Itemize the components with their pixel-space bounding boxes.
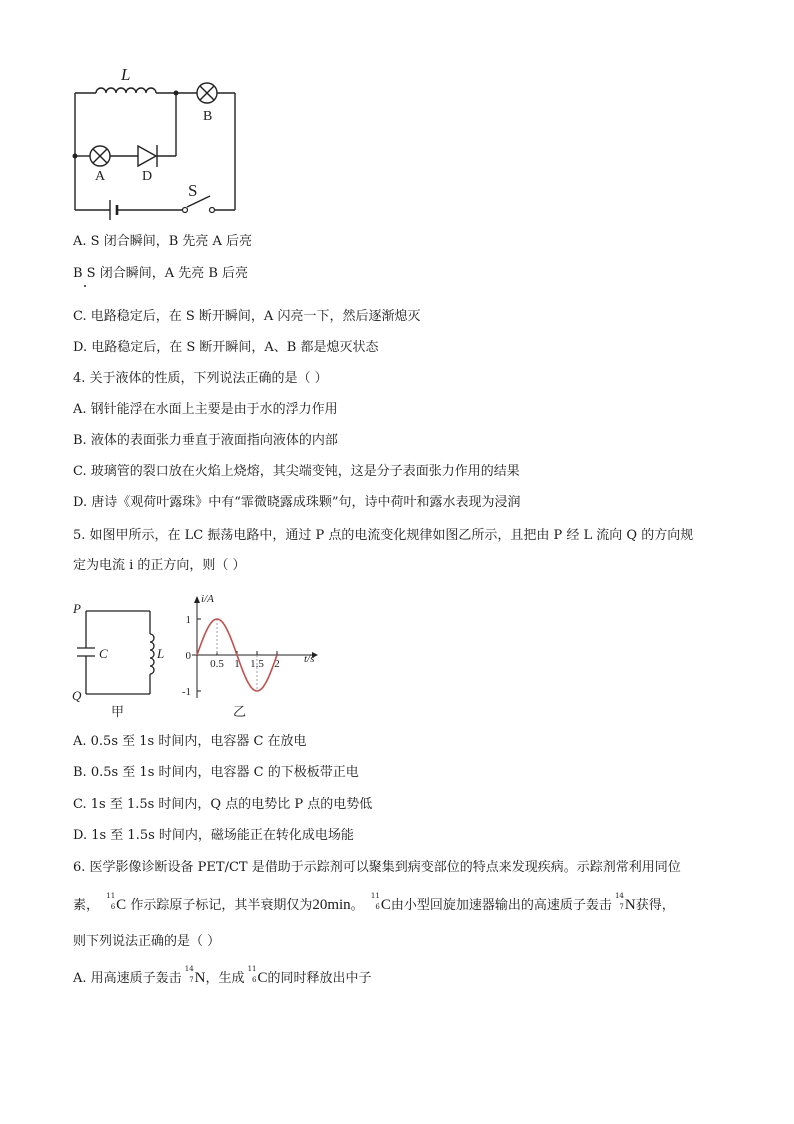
point-q-label: Q — [72, 688, 82, 703]
chart-caption: 乙 — [233, 704, 247, 719]
nitrogen-atomic-number: 7 — [619, 903, 624, 911]
q6-option-a — [73, 965, 372, 987]
q4-option-d: D. 唐诗《观荷叶露珠》中有“霏微晓露成珠颗”句，诗中荷叶和露水表现为浸润 — [73, 495, 521, 510]
x-tick-label: 2 — [274, 658, 280, 670]
q4-option-b: B. 液体的表面张力垂直于液面指向液体的内部 — [73, 433, 338, 448]
point-p-label: P — [73, 601, 81, 616]
nitrogen-symbol-2: N — [194, 970, 206, 986]
q5-stem-line1: 5. 如图甲所示，在 LC 振荡电路中，通过 P 点的电流变化规律如图乙所示，且把由 P 经 L 流向 Q 的方向规 — [73, 528, 694, 543]
bulb-a-label: A — [95, 169, 106, 184]
bulb-b-label: B — [203, 109, 213, 124]
nitrogen-symbol: N — [624, 897, 636, 913]
circuit-figure-1 — [60, 60, 250, 220]
carbon-atomic-number: 6 — [110, 903, 116, 911]
q3-option-b: B S 闭合瞬间，A 先亮 B 后亮 — [73, 266, 249, 281]
inductor-label: L — [121, 65, 131, 84]
q6-option-a-part1: A. 用高速质子轰击 — [73, 971, 182, 986]
y-tick-label: 0 — [185, 650, 191, 662]
q6-line2-part1: 素， — [73, 898, 100, 913]
diode-label: D — [142, 169, 153, 184]
q6-line1: 6. 医学影像诊断设备 PET/CT 是借助于示踪剂可以聚集到病变部位的特点来发现疾病。示踪剂常利用同位 — [73, 860, 681, 875]
carbon-mass-number-3: 11 — [247, 965, 257, 973]
y-tick-label: 1 — [185, 614, 191, 626]
carbon-symbol-3: C — [257, 970, 268, 986]
y-axis-label: i/A — [201, 593, 214, 605]
y-axis-arrow — [194, 596, 200, 603]
inductor-l-label: L — [157, 646, 165, 661]
q5-option-c: C. 1s 至 1.5s 时间内，Q 点的电势比 P 点的电势低 — [73, 797, 373, 812]
q5-stem-line2: 定为电流 i 的正方向，则（ ） — [73, 558, 246, 573]
q6-line3: 则下列说法正确的是（ ） — [73, 934, 221, 949]
q6-option-a-part3: 的同时释放出中子 — [267, 971, 372, 986]
nitrogen-mass-number-2: 14 — [184, 965, 194, 973]
carbon-mass-number-2: 11 — [370, 892, 380, 900]
q5-option-d: D. 1s 至 1.5s 时间内，磁场能正在转化成电场能 — [73, 828, 354, 843]
x-tick-label: 1.5 — [250, 658, 264, 670]
carbon-symbol: C — [116, 897, 127, 913]
capacitor-label: C — [99, 646, 108, 661]
nitrogen-14-nuclide-2 — [182, 965, 195, 984]
q5-option-a: A. 0.5s 至 1s 时间内，电容器 C 在放电 — [73, 734, 307, 749]
carbon-symbol-2: C — [380, 897, 391, 913]
q3-option-a: A. S 闭合瞬间，B 先亮 A 后亮 — [73, 234, 253, 249]
carbon-mass-number: 11 — [106, 892, 116, 900]
q3-option-c: C. 电路稳定后，在 S 断开瞬间，A 闪亮一下，然后逐渐熄灭 — [73, 309, 421, 324]
nitrogen-mass-number: 14 — [614, 892, 624, 900]
nitrogen-14-nuclide — [612, 892, 625, 911]
x-tick-label: 0.5 — [210, 658, 224, 670]
q4-option-a: A. 钢针能浮在水面上主要是由于水的浮力作用 — [73, 402, 338, 417]
q5-option-b: B. 0.5s 至 1s 时间内，电容器 C 的下极板带正电 — [73, 765, 359, 780]
carbon-11-nuclide — [103, 892, 116, 911]
switch-label: S — [188, 181, 198, 200]
q3-option-d: D. 电路稳定后，在 S 断开瞬间，A、B 都是熄灭状态 — [73, 340, 379, 355]
carbon-11-nuclide-3 — [245, 965, 258, 984]
stray-dot — [84, 285, 86, 287]
q6-line2-part4: 。 — [350, 898, 364, 913]
q6-line2-part5: 由小型回旋加速器输出的高速质子轰击 — [390, 898, 612, 913]
q6-option-a-part2: ，生成 — [205, 971, 245, 986]
nitrogen-atomic-number-2: 7 — [189, 976, 194, 984]
q6-line2 — [73, 892, 675, 914]
current-time-chart — [170, 588, 330, 723]
y-tick-label: -1 — [181, 686, 191, 698]
x-tick-label: 1 — [234, 658, 240, 670]
q4-stem: 4. 关于液体的性质，下列说法正确的是（ ） — [73, 371, 328, 386]
q6-line2-part6: 获得， — [635, 898, 675, 913]
carbon-atomic-number-2: 6 — [375, 903, 380, 911]
x-axis-label: t/s — [304, 653, 315, 665]
carbon-11-nuclide-2 — [368, 892, 381, 911]
lc-circuit-figure — [68, 596, 168, 721]
q4-option-c: C. 玻璃管的裂口放在火焰上烧熔，其尖端变钝，这是分子表面张力作用的结果 — [73, 464, 520, 479]
half-life-value: 20min — [312, 897, 351, 913]
carbon-atomic-number-3: 6 — [252, 976, 257, 984]
figure-jia-caption: 甲 — [111, 704, 125, 719]
q6-line2-part2: 作示踪原子标记，其半衰期仅为 — [130, 898, 313, 913]
